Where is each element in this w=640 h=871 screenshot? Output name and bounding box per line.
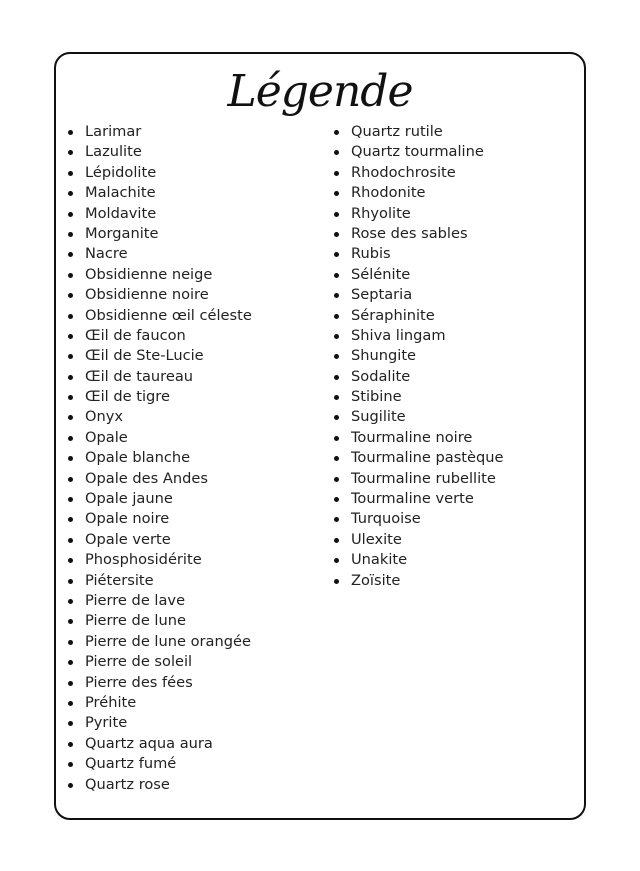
list-item: Onyx xyxy=(66,407,326,427)
legend-list-left xyxy=(66,122,326,795)
list-item: Quartz aqua aura xyxy=(66,734,326,754)
list-item: Tourmaline noire xyxy=(332,428,572,448)
list-item: Tourmaline rubellite xyxy=(332,469,572,489)
list-item: Quartz fumé xyxy=(66,754,326,774)
list-item: Quartz rutile xyxy=(332,122,572,142)
list-item: Ulexite xyxy=(332,530,572,550)
list-item: Unakite xyxy=(332,550,572,570)
list-item: Pierre de soleil xyxy=(66,652,326,672)
list-item: Lazulite xyxy=(66,142,326,162)
list-item: Shiva lingam xyxy=(332,326,572,346)
list-item: Œil de taureau xyxy=(66,367,326,387)
list-item: Œil de tigre xyxy=(66,387,326,407)
list-item: Tourmaline pastèque xyxy=(332,448,572,468)
list-item: Rhodonite xyxy=(332,183,572,203)
list-item: Obsidienne neige xyxy=(66,265,326,285)
list-item: Rhyolite xyxy=(332,204,572,224)
list-item: Piétersite xyxy=(66,571,326,591)
list-item: Sugilite xyxy=(332,407,572,427)
legend-list-right xyxy=(332,122,572,591)
list-item: Pierre de lave xyxy=(66,591,326,611)
list-item: Sélénite xyxy=(332,265,572,285)
list-item: Turquoise xyxy=(332,509,572,529)
list-item: Rhodochrosite xyxy=(332,163,572,183)
list-item: Séraphinite xyxy=(332,306,572,326)
list-item: Larimar xyxy=(66,122,326,142)
list-item: Lépidolite xyxy=(66,163,326,183)
list-item: Rose des sables xyxy=(332,224,572,244)
list-item: Opale noire xyxy=(66,509,326,529)
list-item: Quartz tourmaline xyxy=(332,142,572,162)
list-item: Opale verte xyxy=(66,530,326,550)
list-item: Pierre de lune xyxy=(66,611,326,631)
list-item: Obsidienne œil céleste xyxy=(66,306,326,326)
list-item: Opale jaune xyxy=(66,489,326,509)
list-item: Opale des Andes xyxy=(66,469,326,489)
list-item: Préhite xyxy=(66,693,326,713)
list-item: Septaria xyxy=(332,285,572,305)
list-item: Stibine xyxy=(332,387,572,407)
list-item: Opale xyxy=(66,428,326,448)
page-title: Légende xyxy=(227,66,413,117)
list-item: Obsidienne noire xyxy=(66,285,326,305)
list-item: Tourmaline verte xyxy=(332,489,572,509)
list-item: Œil de Ste-Lucie xyxy=(66,346,326,366)
list-item: Opale blanche xyxy=(66,448,326,468)
list-item: Moldavite xyxy=(66,204,326,224)
list-item: Phosphosidérite xyxy=(66,550,326,570)
list-item: Rubis xyxy=(332,244,572,264)
list-item: Zoïsite xyxy=(332,571,572,591)
list-item: Œil de faucon xyxy=(66,326,326,346)
list-item: Morganite xyxy=(66,224,326,244)
list-item: Pierre des fées xyxy=(66,673,326,693)
list-item: Sodalite xyxy=(332,367,572,387)
list-item: Quartz rose xyxy=(66,775,326,795)
list-item: Shungite xyxy=(332,346,572,366)
list-item: Nacre xyxy=(66,244,326,264)
list-item: Pyrite xyxy=(66,713,326,733)
list-item: Malachite xyxy=(66,183,326,203)
list-item: Pierre de lune orangée xyxy=(66,632,326,652)
